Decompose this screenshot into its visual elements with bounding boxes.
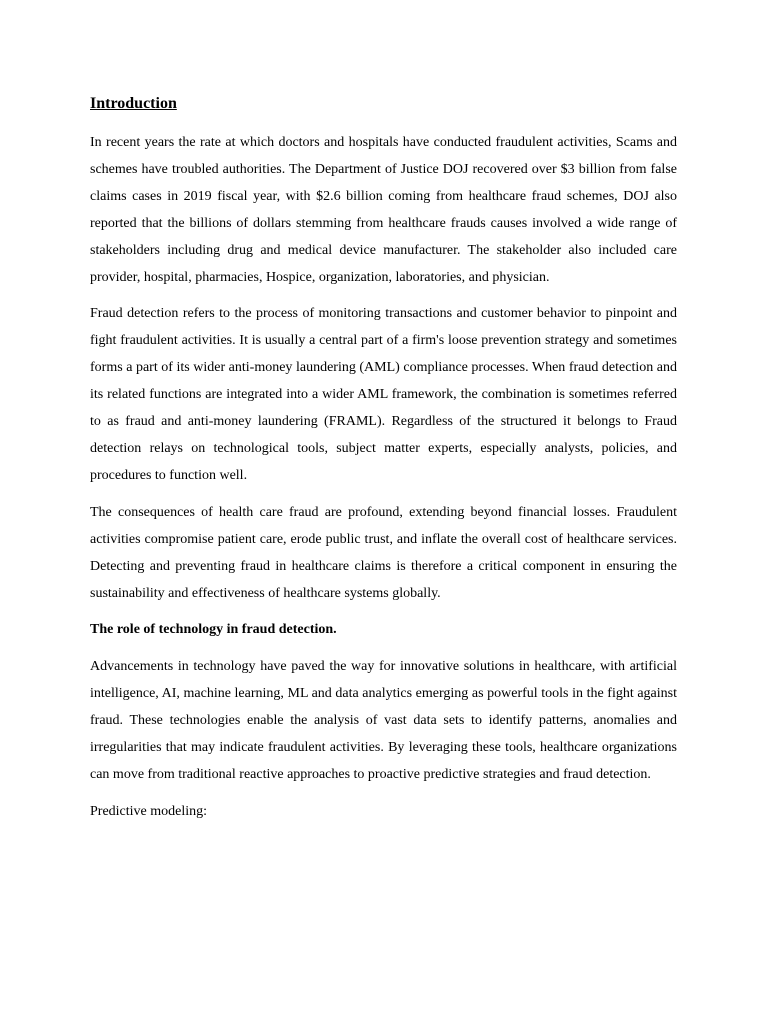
paragraph-fraud-consequences: The consequences of health care fraud are profound, extending beyond financial losses. Fraudulent activities compromise patient care, erode public trust, and inflate the overall cost of healthcare services. Detecting and preventing fraud in healthcare claims is therefore a critical component in ensuring the sustainability and effectiveness of healthcare systems globally. bbox=[90, 504, 677, 601]
paragraph-healthcare-fraud-stats: In recent years the rate at which doctors and hospitals have conducted fraudulent activities, Scams and schemes have troubled authorities. The Department of Justice DOJ recovered over $3 billion from false claims cases in 2019 fiscal year, with $2.6 billion coming from healthcare fraud schemes, DOJ also reported that the billions of dollars stemming from healthcare frauds causes involved a wide range of stakeholders including drug and medical device manufacturer. The stakeholder also included care provider, hospital, pharmacies, Hospice, organization, laboratories, and physician. bbox=[90, 135, 677, 285]
section-heading: The role of technology in fraud detection. bbox=[90, 622, 337, 638]
document-page bbox=[90, 93, 677, 826]
paragraph-technology-role: Advancements in technology have paved the way for innovative solutions in healthcare, with artificial intelligence, AI, machine learning, ML and data analytics emerging as powerful tools in the fight against fraud. These technologies enable the analysis of vast data sets to identify patterns, anomalies and irregularities that may indicate fraudulent activities. By leveraging these tools, healthcare organizations can move from traditional reactive approaches to proactive predictive strategies and fraud detection. bbox=[90, 659, 677, 782]
subsection-label: Predictive modeling: bbox=[90, 803, 208, 819]
page-title: Introduction bbox=[90, 95, 177, 112]
paragraph-fraud-detection-definition: Fraud detection refers to the process of monitoring transactions and customer behavior to pinpoint and fight fraudulent activities. It is usually a central part of a firm's loose prevention strategy and sometimes forms a part of its wider anti-money laundering (AML) compliance processes. When fraud detection and its related functions are integrated into a wider AML framework, the combination is sometimes referred to as fraud and anti-money laundering (FRAML). Regardless of the structured it belongs to Fraud detection relays on technological tools, subject matter experts, especially analysts, policies, and procedures to function well. bbox=[90, 306, 677, 483]
